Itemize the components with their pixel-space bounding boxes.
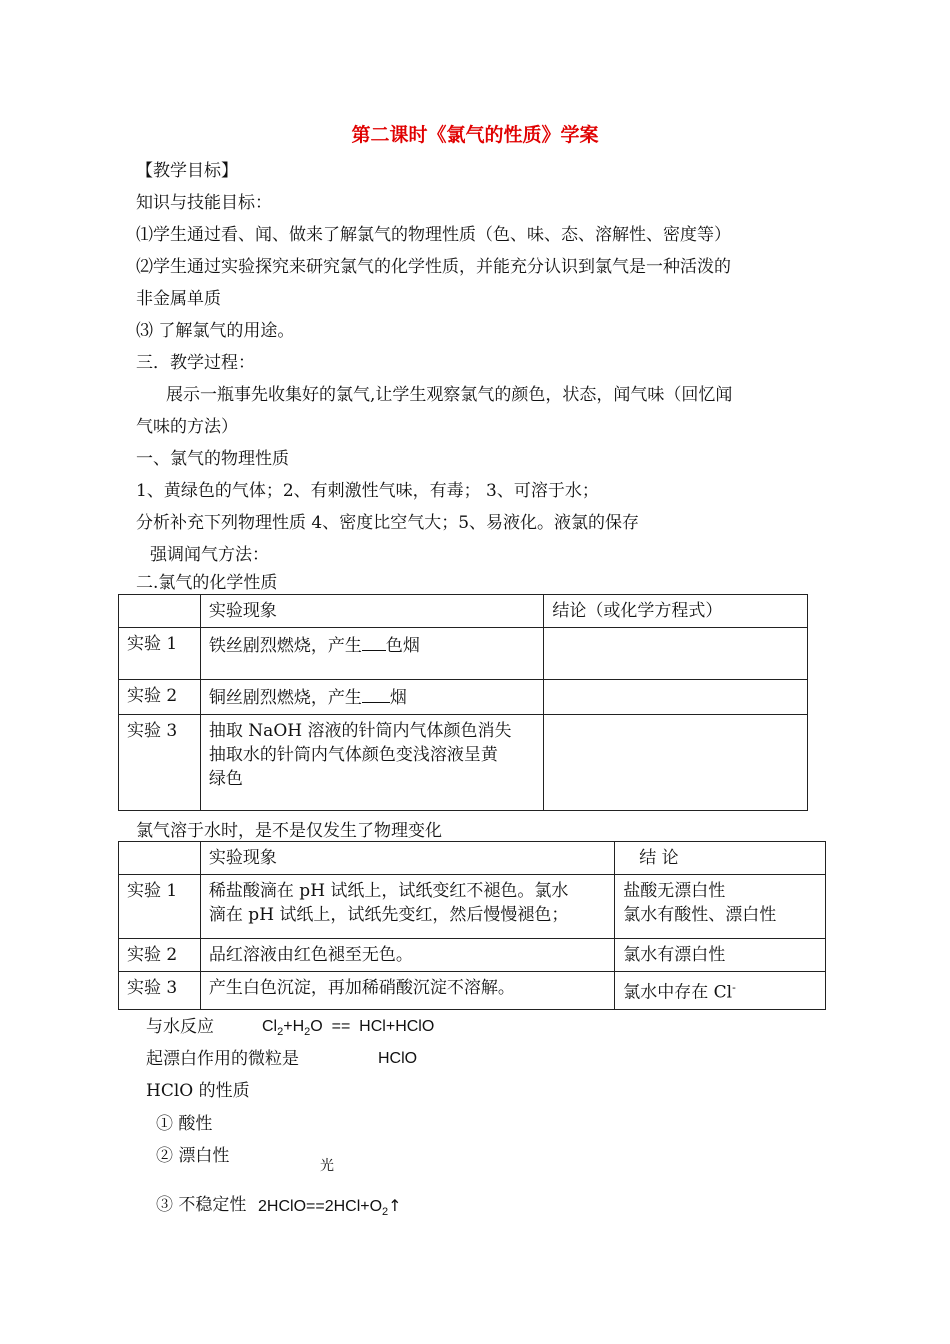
decomposition-equation: $2HClO==2HCl+O_2↑$ xyxy=(258,1196,402,1219)
conclusion-cell: 氯水有漂白性 xyxy=(615,939,826,972)
observation-cell: 稀盐酸滴在 pH 试纸上，试纸变红不褪色。氯水 滴在 pH 试纸上，试纸先变红，然后慢慢褪色； xyxy=(200,875,614,939)
light-condition: 光 xyxy=(320,1158,334,1174)
conclusion-cell xyxy=(544,628,808,680)
bleach-value: HClO xyxy=(378,1050,418,1067)
table-row xyxy=(119,628,808,680)
hclo-prop-acidity: ① 酸性 xyxy=(156,1114,213,1134)
row-label: 实验 2 xyxy=(119,939,201,972)
conclusion-cell: 盐酸无漂白性 氯水有酸性、漂白性 xyxy=(615,875,826,939)
table-row xyxy=(119,680,808,715)
table-row xyxy=(119,939,826,972)
table-header-cell: 实验现象 xyxy=(200,595,543,628)
observation-cell: 抽取 NaOH 溶液的针筒内气体颜色消失 抽取水的针筒内气体颜色变浅溶液呈黄 绿色 xyxy=(200,715,543,811)
row-label: 实验 3 xyxy=(119,972,201,1010)
gas-up-arrow-icon: ↑ xyxy=(388,1196,402,1215)
observation-cell: 铜丝剧烈燃烧，产生 烟 xyxy=(200,680,543,715)
row-label: 实验 1 xyxy=(119,628,201,680)
observation-cell: 铁丝剧烈燃烧，产生 色烟 xyxy=(200,628,543,680)
observation-cell: 产生白色沉淀，再加稀硝酸沉淀不溶解。 xyxy=(200,972,614,1010)
table-header-cell: 结论（或化学方程式） xyxy=(544,595,808,628)
reaction-label: 与水反应 xyxy=(146,1017,214,1037)
physical-line2: 分析补充下列物理性质 4、密度比空气大；5、易液化。液氯的保存 xyxy=(136,513,640,533)
row-label: 实验 1 xyxy=(119,875,201,939)
objective-item-2-line1: ⑵学生通过实验探究来研究氯气的化学性质，并能充分认识到氯气是一种活泼的 xyxy=(136,257,731,277)
conclusion-cell xyxy=(544,715,808,811)
objective-item-1: ⑴学生通过看、闻、做来了解氯气的物理性质（色、味、态、溶解性、密度等） xyxy=(136,225,731,245)
fill-blank xyxy=(362,632,386,651)
conclusion-cell xyxy=(544,680,808,715)
hclo-prop-bleaching: ② 漂白性 xyxy=(156,1146,230,1166)
objective-item-3: ⑶ 了解氯气的用途。 xyxy=(136,321,295,341)
reaction-equation: $Cl_2+H_2O$ == HCl+HClO xyxy=(262,1018,435,1039)
observation-cell: 品红溶液由红色褪至无色。 xyxy=(200,939,614,972)
table-header-row xyxy=(119,842,826,875)
chemical-heading: 二.氯气的化学性质 xyxy=(136,573,278,593)
chlorine-chemical-table xyxy=(118,594,808,811)
process-heading: 三．教学过程： xyxy=(136,353,255,373)
table-header-cell xyxy=(119,842,201,875)
table-header-row xyxy=(119,595,808,628)
objectives-heading: 【教学目标】 xyxy=(136,161,238,181)
smell-note: 强调闻气方法： xyxy=(150,545,269,565)
table-row xyxy=(119,972,826,1010)
physical-line1: 1、黄绿色的气体；2、有刺激性气味，有毒； 3、可溶于水； xyxy=(136,481,599,501)
table-header-cell: 实验现象 xyxy=(200,842,614,875)
hclo-heading: HClO 的性质 xyxy=(146,1081,250,1101)
row-label: 实验 3 xyxy=(119,715,201,811)
row-label: 实验 2 xyxy=(119,680,201,715)
table-header-cell xyxy=(119,595,201,628)
physical-heading: 一、氯气的物理性质 xyxy=(136,449,289,469)
process-intro-line1: 展示一瓶事先收集好的氯气,让学生观察氯气的颜色，状态，闻气味（回忆闻 xyxy=(166,385,733,405)
page-title: 第二课时《氯气的性质》学案 xyxy=(351,124,599,146)
objective-item-2-line2: 非金属单质 xyxy=(136,289,221,309)
table-row xyxy=(119,875,826,939)
table-header-cell: 结 论 xyxy=(615,842,826,875)
table-row xyxy=(119,715,808,811)
fill-blank xyxy=(362,684,390,703)
chlorine-water-table xyxy=(118,841,826,1010)
bleach-label: 起漂白作用的微粒是 xyxy=(146,1049,299,1069)
conclusion-cell: 氯水中存在 Cl- xyxy=(615,972,826,1010)
hclo-prop-instability-label: ③ 不稳定性 xyxy=(156,1195,247,1215)
question-text: 氯气溶于水时，是不是仅发生了物理变化 xyxy=(136,821,442,841)
objectives-subheading: 知识与技能目标： xyxy=(136,193,272,213)
process-intro-line2: 气味的方法） xyxy=(136,417,238,437)
